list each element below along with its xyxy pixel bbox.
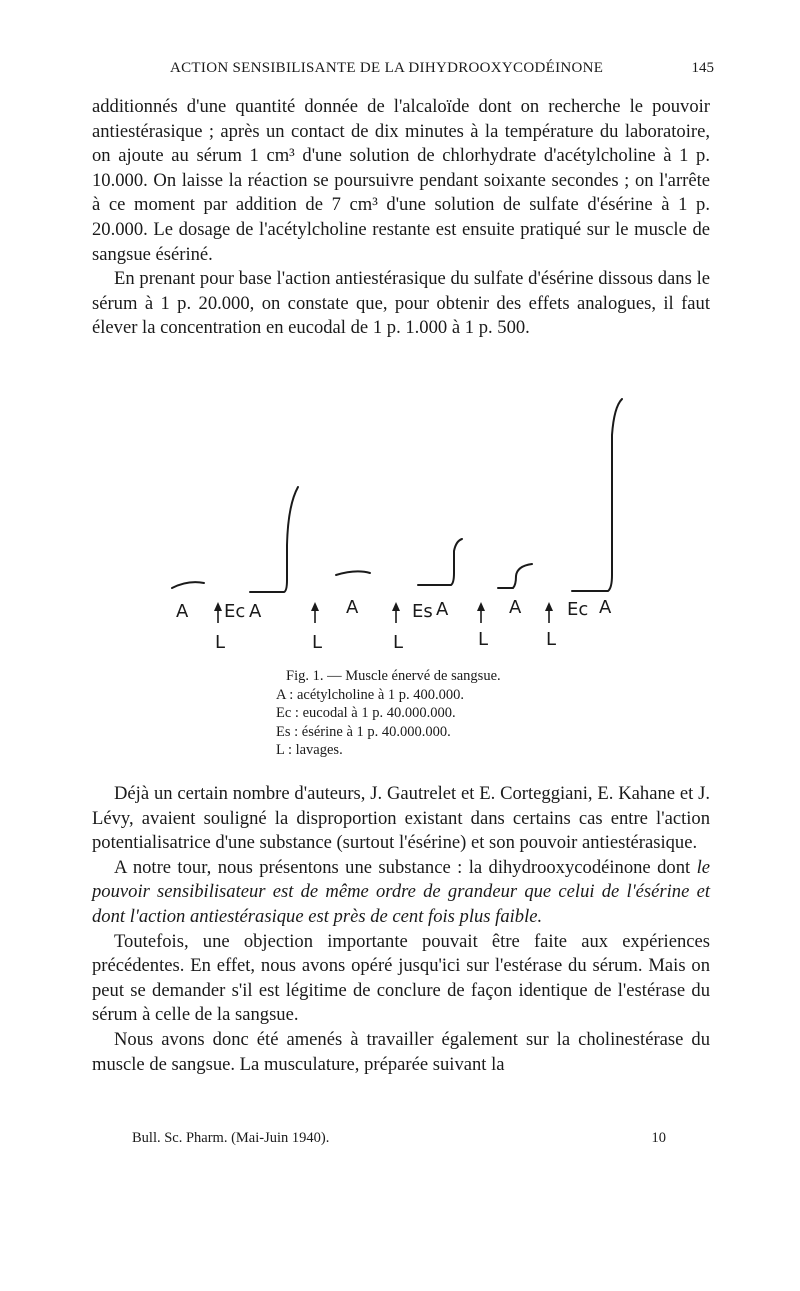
mark-top-1: A	[176, 601, 189, 622]
mark-bottom-1: L	[215, 632, 226, 653]
legend-es: Es : ésérine à 1 p. 40.000.000.	[276, 723, 451, 740]
paragraph-1: additionnés d'une quantité donnée de l'alcaloïde dont on recherche le pouvoir antiestérasique ; après un contact de dix minutes à la température du laboratoire, on ajoute au sérum 1 cm³ d'une solution de chlorhydrate d'acétylcholine à 1 p. 10.000. On laisse la réaction se poursuivre pendant soixante secondes ; on l'arrête à ce moment par addition de 7 cm³ d'une solution de sulfate d'ésérine à 1 p. 20.000. Le dosage de l'acétylcholine restante est ensuite pratiqué sur le muscle de sangsue ésériné.	[92, 96, 710, 265]
journal-reference: Bull. Sc. Pharm. (Mai-Juin 1940).	[132, 1130, 330, 1146]
page-footer	[132, 1130, 666, 1147]
mark-top-3: A	[249, 601, 262, 622]
text-block-top	[92, 95, 710, 341]
mark-top-2: Ec	[224, 601, 246, 622]
paragraph-3: Déjà un certain nombre d'auteurs, J. Gautrelet et E. Corteggiani, E. Kahane et J. Lévy, avaient souligné la disproportion existant dans certains cas entre l'action potentialisatrice d'une substance (surtout l'ésérine) et son pouvoir antiestérasique.	[92, 783, 710, 854]
text-block-bottom	[92, 782, 710, 1077]
mark-top-6: A	[436, 599, 449, 620]
trace-1	[172, 582, 204, 588]
mark-top-9: A	[599, 597, 612, 618]
mark-bottom-2: L	[312, 632, 323, 653]
paragraph-4-italic: le pouvoir sensibilisateur est de même ordre de grandeur que celui de l'ésérine et dont l'action antiestérasique est près de cent fois plus faible.	[92, 856, 710, 927]
figure-kymograph	[160, 395, 640, 665]
mark-top-5: Es	[412, 601, 433, 622]
trace-4	[418, 539, 462, 585]
paragraph-4	[92, 856, 710, 930]
mark-top-8: Ec	[567, 599, 589, 620]
trace-3	[336, 571, 370, 575]
signature-mark: 10	[651, 1130, 666, 1146]
trace-6	[572, 399, 622, 591]
page-number: 145	[691, 60, 714, 76]
legend-a: A : acétylcholine à 1 p. 400.000.	[276, 686, 465, 703]
running-header	[92, 60, 714, 84]
paragraph-4-start: A notre tour, nous présentons une substance : la dihydrooxycodéinone dont	[114, 856, 697, 878]
running-title: ACTION SENSIBILISANTE DE LA DIHYDROOXYCODÉINONE	[170, 60, 604, 76]
kymograph-trace	[160, 395, 640, 665]
trace-5	[498, 564, 532, 588]
figure-caption	[276, 667, 501, 760]
mark-bottom-4: L	[478, 629, 489, 650]
legend-l: L : lavages.	[276, 742, 343, 758]
legend-ec: Ec : eucodal à 1 p. 40.000.000.	[276, 705, 456, 721]
paragraph-2: En prenant pour base l'action antiestérasique du sulfate d'ésérine dissous dans le sérum à 1 p. 20.000, on constate que, pour obtenir des effets analogues, il faut élever la concentration en eucodal de 1 p. 1.000 à 1 p. 500.	[92, 268, 710, 339]
mark-top-4: A	[346, 597, 359, 618]
trace-2	[250, 487, 298, 592]
paragraph-5: Toutefois, une objection importante pouvait être faite aux expériences précédentes. En effet, nous avons opéré jusqu'ici sur l'estérase du sérum. Mais on peut se demander s'il est légitime de conclure de façon identique de l'estérase du sérum à celle de la sangsue.	[92, 930, 710, 1026]
mark-bottom-5: L	[546, 629, 557, 650]
caption-title: Fig. 1. — Muscle énervé de sangsue.	[286, 668, 501, 684]
paragraph-6: Nous avons donc été amenés à travailler également sur la cholinestérase du muscle de sangsue. La musculature, préparée suivant la	[92, 1028, 710, 1075]
mark-bottom-3: L	[393, 632, 404, 653]
mark-top-7: A	[509, 597, 522, 618]
